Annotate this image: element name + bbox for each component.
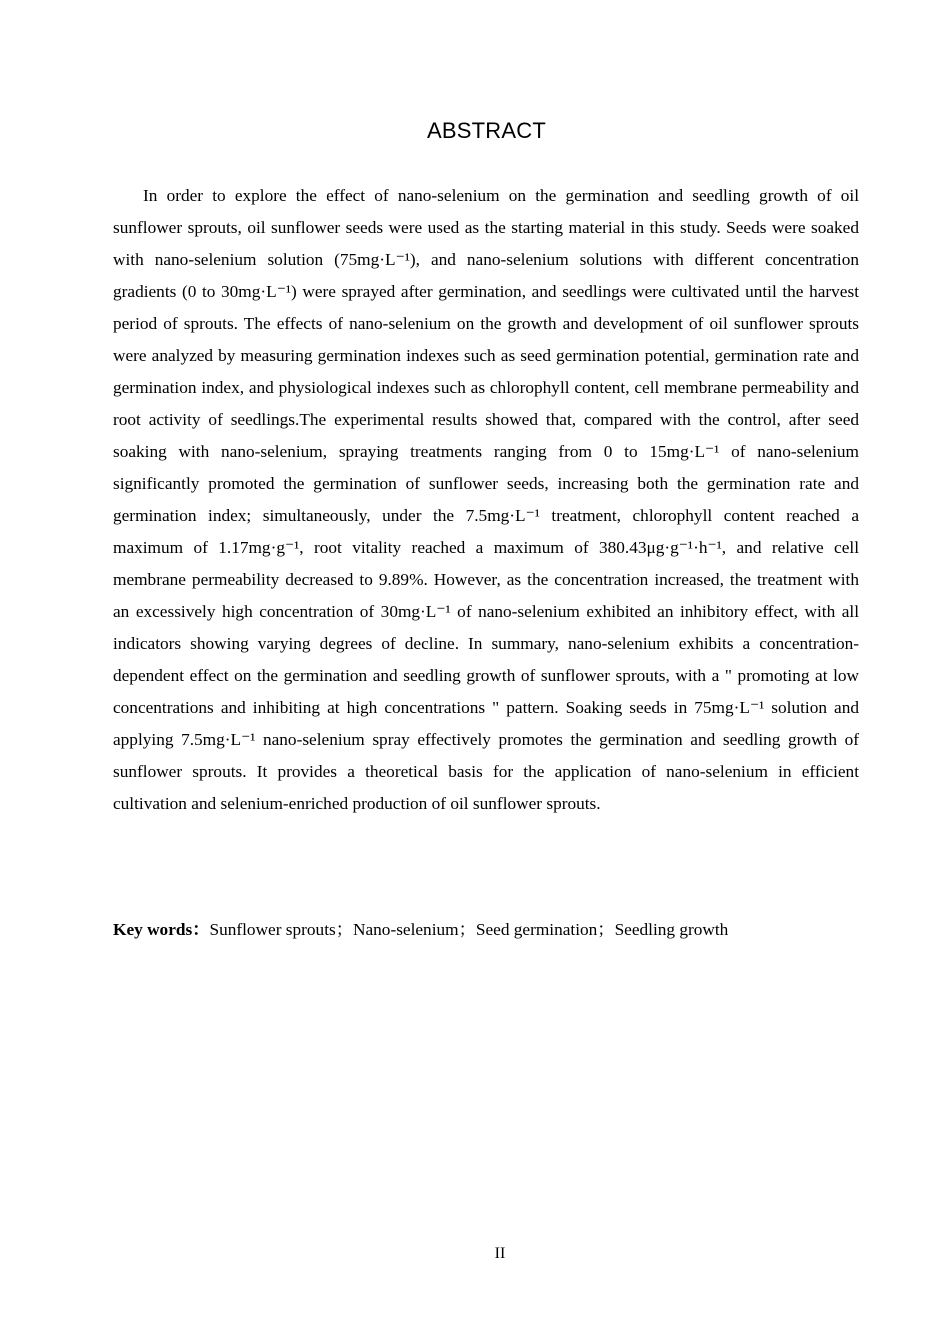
abstract-paragraph: In order to explore the effect of nano-selenium on the germination and seedling growth of oil sunflower sprouts, oil sunflower seeds were used as the starting material in this study. Seeds were soaked with nano-selenium solution (75mg·L⁻¹), and nano-selenium solutions with different concentration gradients (0 to 30mg·L⁻¹) were sprayed after germination, and seedlings were cultivated until the harvest period of sprouts. The effects of nano-selenium on the growth and development of oil sunflower sprouts were analyzed by measuring germination indexes such as seed germination potential, germination rate and germination index, and physiological indexes such as chlorophyll content, cell membrane permeability and root activity of seedlings.The experimental results showed that, compared with the control, after seed soaking with nano-selenium, spraying treatments ranging from 0 to 15mg·L⁻¹ of nano-selenium significantly promoted the germination of sunflower seeds, increasing both the germination rate and germination index; simultaneously, under the 7.5mg·L⁻¹ treatment, chlorophyll content reached a maximum of 1.17mg·g⁻¹, root vitality reached a maximum of 380.43μg·g⁻¹·h⁻¹, and relative cell membrane permeability decreased to 9.89%. However, as the concentration increased, the treatment with an excessively high concentration of 30mg·L⁻¹ of nano-selenium exhibited an inhibitory effect, with all indicators showing varying degrees of decline. In summary, nano-selenium exhibits a concentration-dependent effect on the germination and seedling growth of sunflower sprouts, with a " promoting at low concentrations and inhibiting at high concentrations " pattern. Soaking seeds in 75mg·L⁻¹ solution and applying 7.5mg·L⁻¹ nano-selenium spray effectively promotes the germination and seedling growth of sunflower sprouts. It provides a theoretical basis for the application of nano-selenium in efficient cultivation and selenium-enriched production of oil sunflower sprouts.: [113, 186, 859, 813]
keywords-label: Key words：: [113, 920, 210, 939]
keywords-list: Sunflower sprouts；Nano-selenium；Seed germination；Seedling growth: [209, 920, 729, 939]
page-title: ABSTRACT: [427, 118, 546, 143]
keywords-line: [113, 914, 873, 946]
page-number: II: [494, 1245, 506, 1262]
